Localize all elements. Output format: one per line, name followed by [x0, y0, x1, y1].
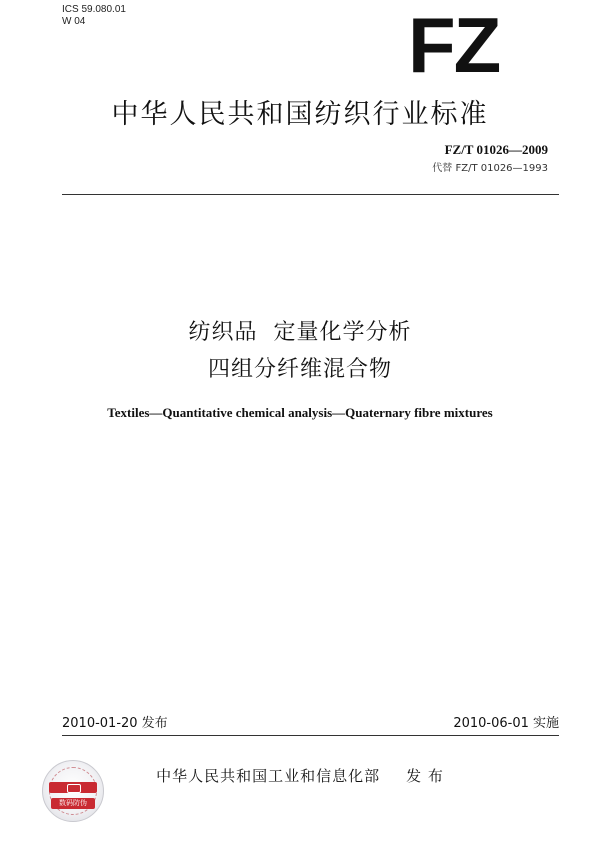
- issuer-name: 中华人民共和国工业和信息化部: [156, 767, 381, 785]
- issue-date: 2010-01-20 发布: [62, 716, 168, 731]
- standard-code-block: [432, 142, 548, 174]
- classification-codes: [62, 4, 126, 28]
- ccs-code: W 04: [62, 16, 86, 27]
- title-english: Textiles—Quantitative chemical analysis—Quaternary fibre mixtures: [107, 405, 493, 420]
- title-zh-line1: 纺织品 定量化学分析: [188, 320, 412, 345]
- issue-word: 发 布: [406, 767, 444, 785]
- title-zh-line2: 四组分纤维混合物: [207, 357, 392, 382]
- bottom-divider: [62, 735, 559, 736]
- standard-code: FZ/T 01026—2009: [444, 142, 548, 157]
- implement-date: 2010-06-01 实施: [453, 716, 559, 731]
- issuer-line: [0, 765, 600, 786]
- fz-logo: FZ: [408, 1, 500, 89]
- standard-title: 中华人民共和国纺织行业标准: [111, 99, 489, 130]
- replaces-code: 代替 FZ/T 01026—1993: [432, 163, 548, 174]
- top-divider: [62, 194, 559, 195]
- ics-code: ICS 59.080.01: [62, 4, 126, 15]
- stamp-label: 数码防伪: [51, 798, 95, 809]
